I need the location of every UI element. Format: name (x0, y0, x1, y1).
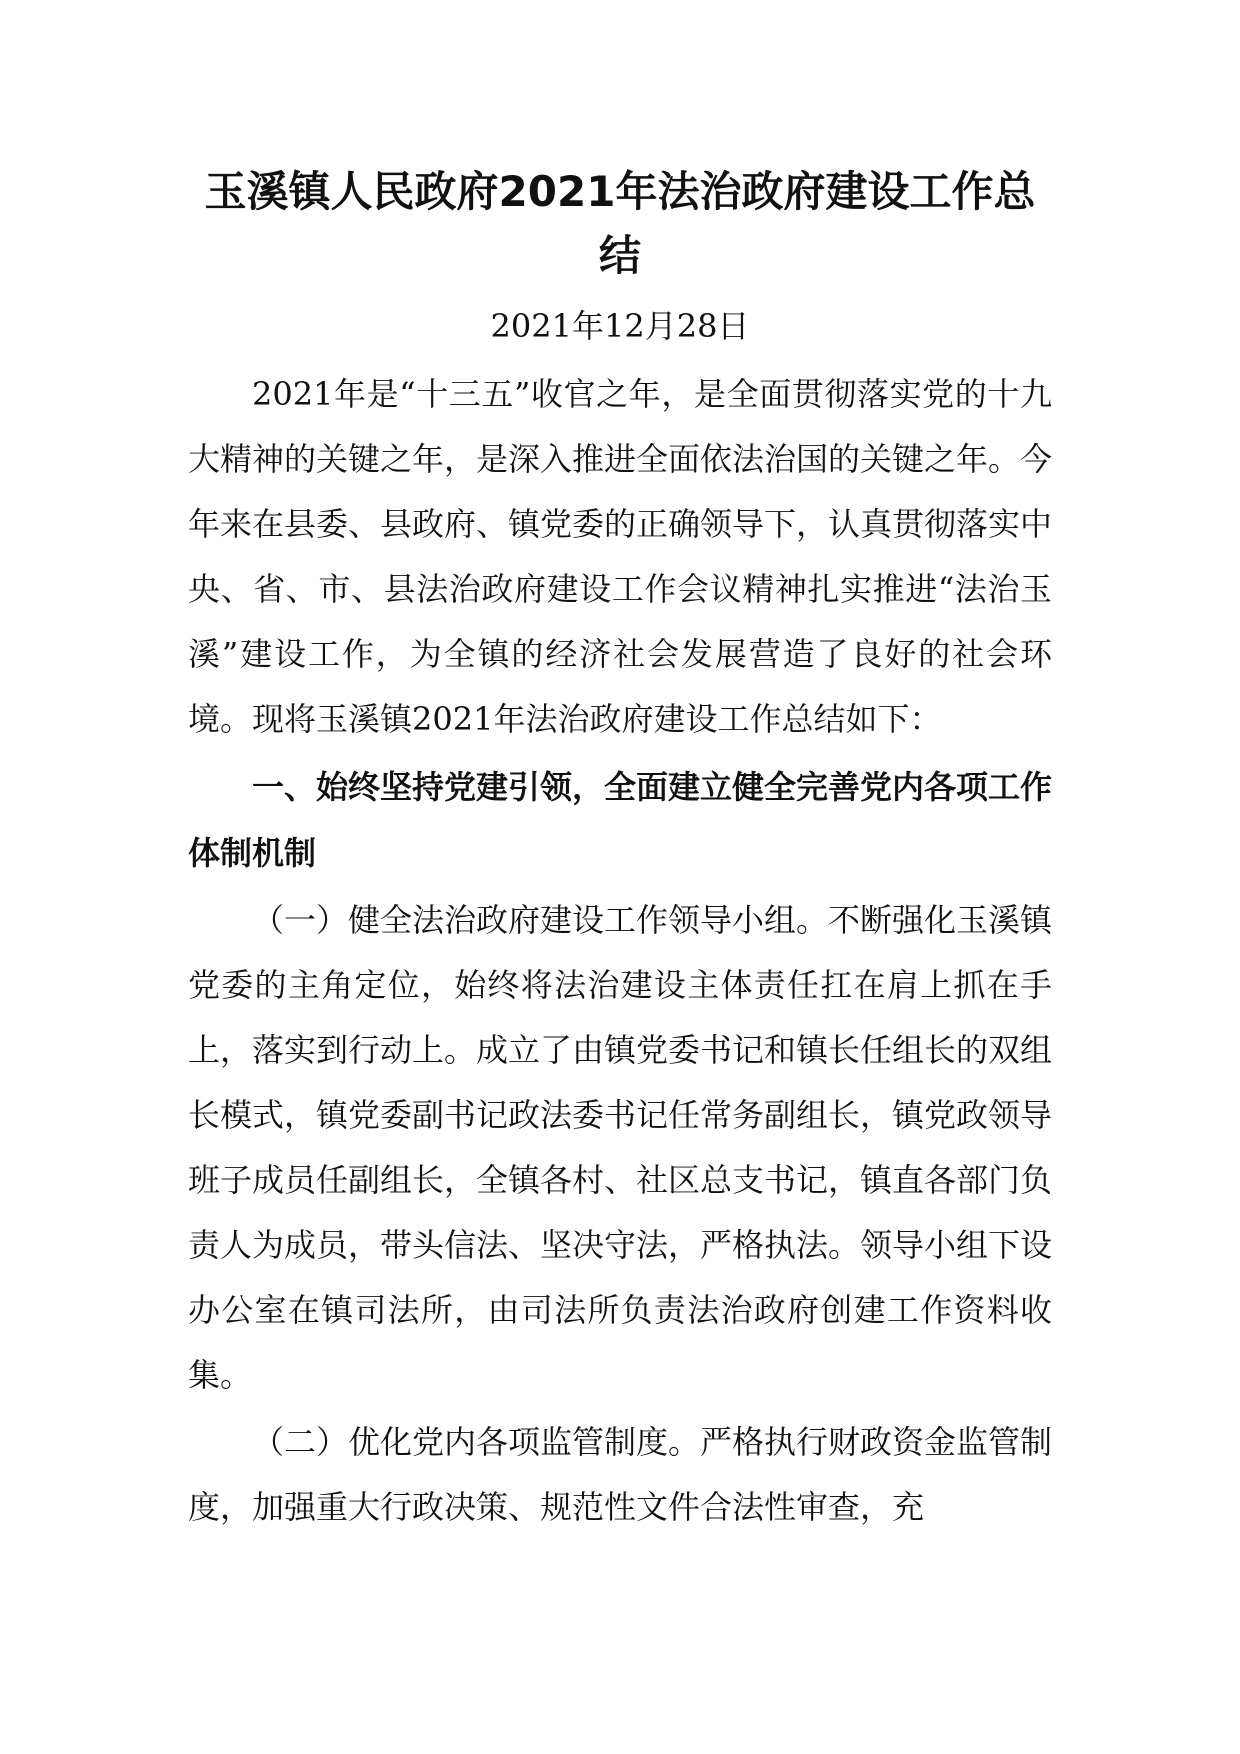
section-1-item-1: （一）健全法治政府建设工作领导小组。不断强化玉溪镇党委的主角定位，始终将法治建设主体责任扛在肩上抓在手上，落实到行动上。成立了由镇党委书记和镇长任组长的双组长模式，镇党委副书记政法委书记任常务副组长，镇党政领导班子成员任副组长，全镇各村、社区总支书记，镇直各部门负责人为成员，带头信法、坚决守法，严格执法。领导小组下设办公室在镇司法所，由司法所负责法治政府创建工作资料收集。 (188, 901, 1053, 1394)
section-heading-1: 一、始终坚持党建引领，全面建立健全完善党内各项工作体制机制 (188, 768, 1053, 872)
section-1-item-2: （二）优化党内各项监管制度。严格执行财政资金监管制度，加强重大行政决策、规范性文件合法性审查，充 (188, 1423, 1053, 1526)
intro-paragraph: 2021年是“十三五”收官之年，是全面贯彻落实党的十九大精神的关键之年，是深入推进全面依法治国的关键之年。今年来在县委、县政府、镇党委的正确领导下，认真贯彻落实中央、省、市、县法治政府建设工作会议精神扎实推进“法治玉溪”建设工作，为全镇的经济社会发展营造了良好的社会环境。现将玉溪镇2021年法治政府建设工作总结如下： (188, 375, 1053, 738)
document-title: 玉溪镇人民政府2021年法治政府建设工作总结 (204, 167, 1036, 280)
document-date: 2021年12月28日 (490, 307, 750, 345)
document-body (188, 160, 1052, 1540)
